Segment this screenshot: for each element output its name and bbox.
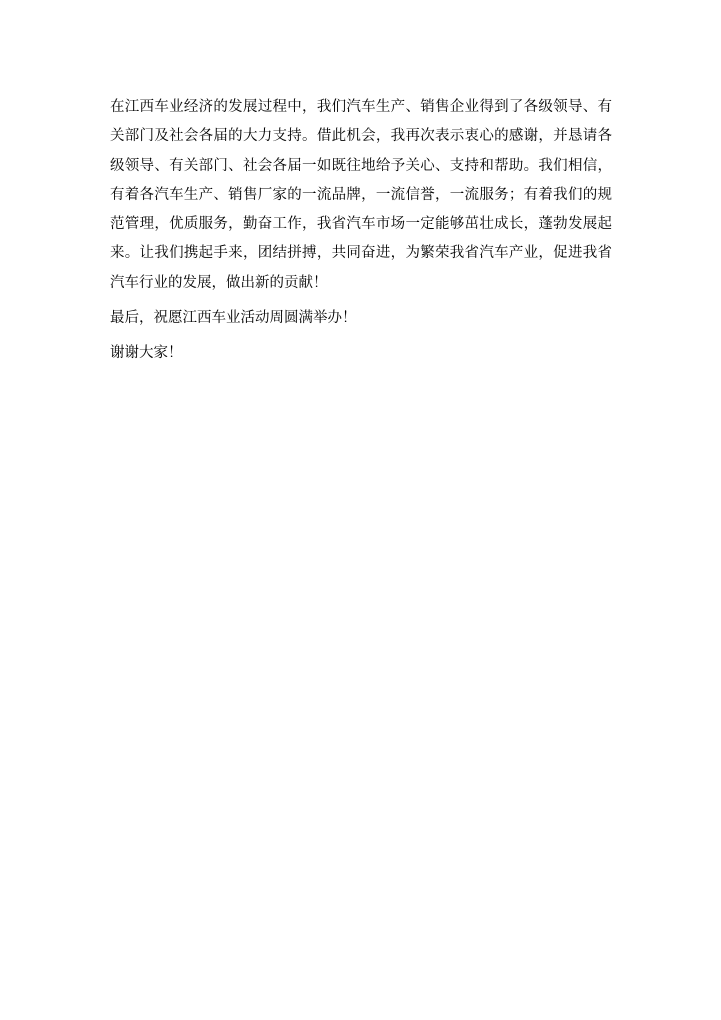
closing-wish-paragraph: 最后，祝愿江西车业活动周圆满举办！ (110, 310, 357, 327)
body-paragraph: 在江西车业经济的发展过程中，我们汽车生产、销售企业得到了各级领导、有关部门及社会各届的大力支持。借此机会，我再次表示衷心的感谢，并恳请各级领导、有关部门、社会各届一如既往地给予关心、支持和帮助。我们相信，有着各汽车生产、销售厂家的一流品牌，一流信誉，一流服务；有着我们的规范管理，优质服务，勤奋工作，我省汽车市场一定能够茁壮成长，蓬勃发展起来。让我们携起手来，团结拼搏，共同奋进，为繁荣我省汽车产业，促进我省汽车行业的发展，做出新的贡献！ (110, 99, 612, 291)
document-body (110, 93, 612, 369)
thanks-paragraph: 谢谢大家！ (110, 345, 183, 362)
